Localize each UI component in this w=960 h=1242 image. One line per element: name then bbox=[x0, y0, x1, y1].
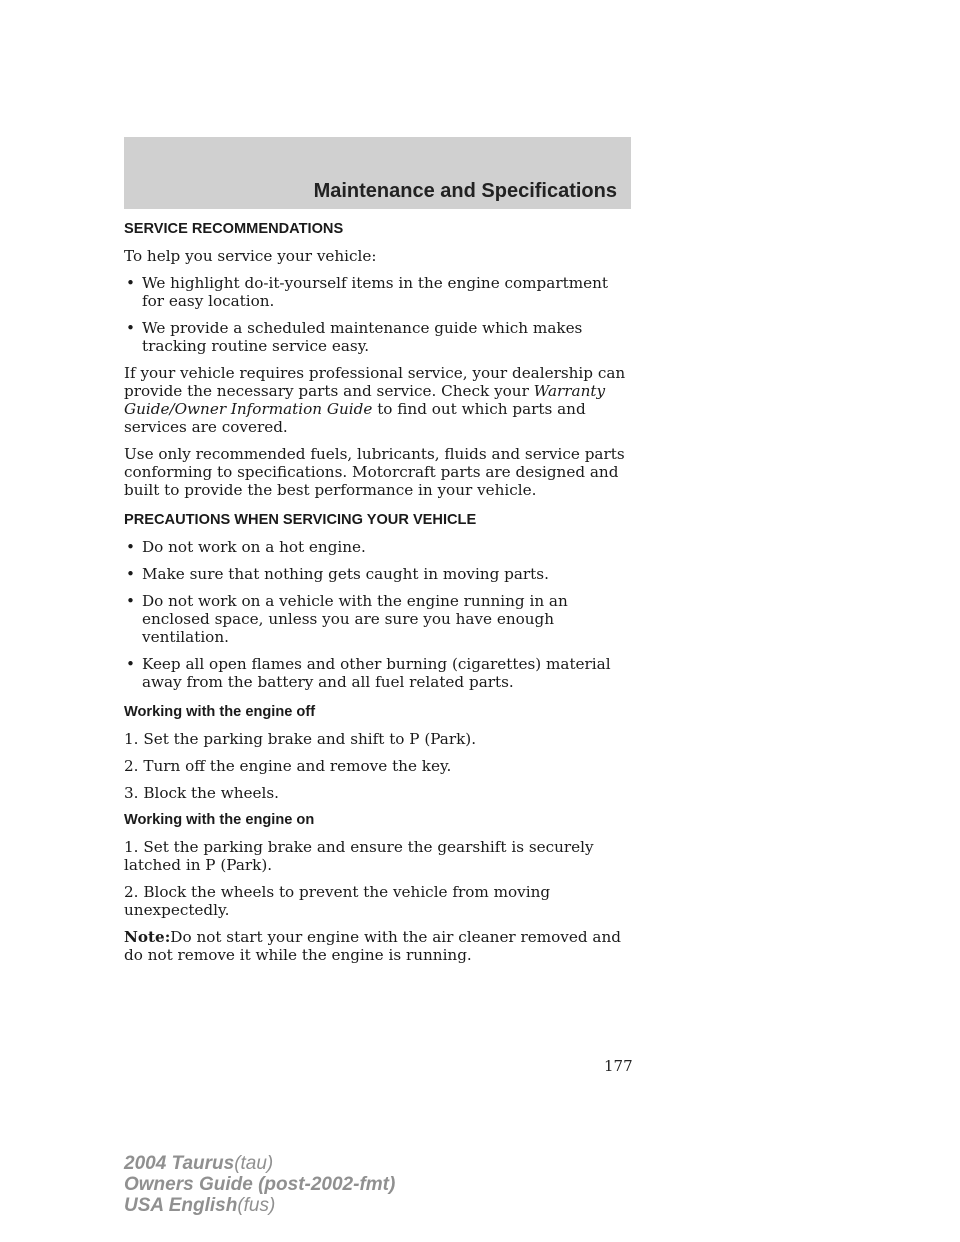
bullet-icon: • bbox=[126, 538, 135, 556]
heading-precautions: PRECAUTIONS WHEN SERVICING YOUR VEHICLE bbox=[124, 512, 477, 528]
bullet-text: We highlight do-it-yourself items in the engine compartment for easy location. bbox=[142, 274, 608, 310]
heading-engine-off: Working with the engine off bbox=[124, 704, 316, 720]
bullet-text: Keep all open flames and other burning (cigarettes) material away from the battery and all fuel related parts. bbox=[142, 655, 611, 691]
engine-off-step: 2. Turn off the engine and remove the key. bbox=[124, 757, 452, 775]
paragraph-text: to find out which parts and services are covered. bbox=[124, 400, 586, 436]
note-label: Note: bbox=[124, 928, 171, 946]
note-text: Do not start your engine with the air cleaner removed and do not remove it while the engine is running. bbox=[124, 928, 621, 964]
service-bullet bbox=[124, 319, 634, 355]
bullet-icon: • bbox=[126, 655, 135, 673]
professional-service-paragraph bbox=[124, 364, 634, 436]
bullet-icon: • bbox=[126, 319, 135, 337]
heading-service-recommendations: SERVICE RECOMMENDATIONS bbox=[124, 221, 344, 237]
footer-line-guide: Owners Guide (post-2002-fmt) bbox=[124, 1174, 396, 1195]
bullet-text: We provide a scheduled maintenance guide which makes tracking routine service easy. bbox=[142, 319, 583, 355]
engine-on-step: 2. Block the wheels to prevent the vehicle from moving unexpectedly. bbox=[124, 883, 551, 919]
footer-line-model bbox=[124, 1153, 395, 1174]
document-footer bbox=[124, 1153, 395, 1216]
warranty-guide-reference: Warranty Guide/Owner Information Guide bbox=[124, 382, 606, 418]
footer-line-language bbox=[124, 1195, 395, 1216]
bullet-text: Do not work on a vehicle with the engine running in an enclosed space, unless you are sure you have enough ventilation. bbox=[142, 592, 568, 646]
paragraph-text: If your vehicle requires professional service, your dealership can provide the necessary parts and service. Check your bbox=[124, 364, 626, 400]
engine-on-step: 1. Set the parking brake and ensure the gearshift is securely latched in P (Park). bbox=[124, 838, 594, 874]
service-bullet bbox=[124, 274, 634, 310]
note-paragraph bbox=[124, 928, 634, 964]
service-intro: To help you service your vehicle: bbox=[124, 247, 377, 265]
bullet-text: Make sure that nothing gets caught in moving parts. bbox=[142, 565, 549, 583]
footer-language-code: (fus) bbox=[237, 1195, 276, 1216]
bullet-icon: • bbox=[126, 274, 135, 292]
header-band bbox=[124, 137, 631, 209]
precaution-bullet bbox=[124, 565, 634, 583]
page-content bbox=[124, 220, 634, 973]
footer-model: 2004 Taurus bbox=[124, 1153, 235, 1174]
page-number: 177 bbox=[604, 1057, 633, 1075]
engine-off-step: 1. Set the parking brake and shift to P (Park). bbox=[124, 730, 477, 748]
precaution-bullet bbox=[124, 592, 634, 646]
precaution-bullet bbox=[124, 655, 634, 691]
bullet-text: Do not work on a hot engine. bbox=[142, 538, 366, 556]
parts-paragraph: Use only recommended fuels, lubricants, fluids and service parts conforming to specifications. Motorcraft parts are designed and built to provide the best performance in your vehicle. bbox=[124, 445, 625, 499]
heading-engine-on: Working with the engine on bbox=[124, 812, 315, 828]
engine-off-step: 3. Block the wheels. bbox=[124, 784, 279, 802]
bullet-icon: • bbox=[126, 592, 135, 610]
section-title: Maintenance and Specifications bbox=[313, 180, 617, 202]
footer-language: USA English bbox=[124, 1195, 238, 1216]
precaution-bullet bbox=[124, 538, 634, 556]
bullet-icon: • bbox=[126, 565, 135, 583]
footer-model-code: (tau) bbox=[234, 1153, 274, 1174]
